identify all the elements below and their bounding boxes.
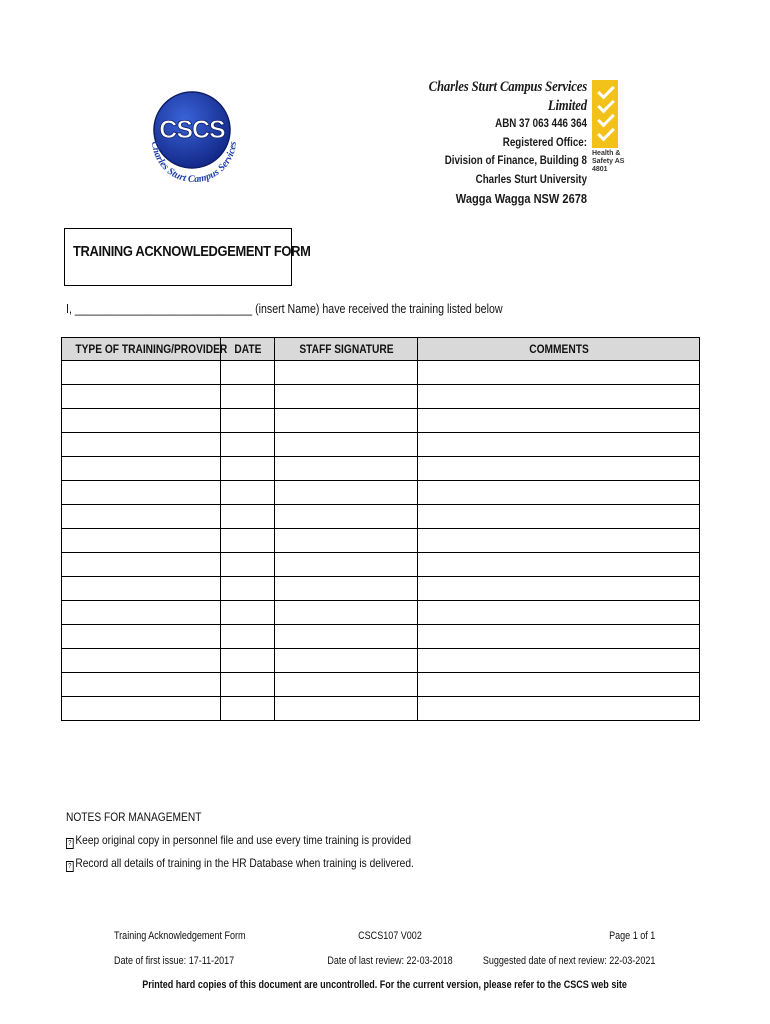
type-cell[interactable] (62, 457, 221, 481)
check-icon (597, 124, 615, 142)
company-abn: ABN 37 063 446 364 (495, 118, 587, 131)
logo-ring-text: Charles Sturt Campus Services (148, 140, 240, 186)
comments-cell[interactable] (418, 505, 700, 529)
notes-item: ? Record all details of training in the HR Database when training is delivered. (66, 852, 414, 875)
type-cell[interactable] (62, 433, 221, 457)
type-cell[interactable] (62, 601, 221, 625)
comments-cell[interactable] (418, 433, 700, 457)
form-title-box (64, 228, 311, 286)
type-cell[interactable] (62, 361, 221, 385)
type-cell[interactable] (62, 385, 221, 409)
comments-cell[interactable] (418, 649, 700, 673)
header-type: TYPE OF TRAINING/PROVIDER (62, 338, 221, 361)
company-name: Charles Sturt Campus Services Limited (428, 79, 587, 114)
signature-cell[interactable] (275, 361, 418, 385)
management-notes (66, 806, 414, 875)
footer-last-review: Date of last review: 22-03-2018 (327, 955, 453, 967)
certification-caption: Health & Safety AS 4801 (592, 150, 625, 173)
comments-cell[interactable] (418, 625, 700, 649)
bullet-box-icon: ? (66, 861, 74, 872)
company-university: Charles Sturt University (475, 173, 587, 186)
date-cell[interactable] (221, 649, 275, 673)
type-cell[interactable] (62, 577, 221, 601)
type-cell[interactable] (62, 553, 221, 577)
table-row (62, 361, 700, 385)
bullet-box-icon: ? (66, 838, 74, 849)
date-cell[interactable] (221, 577, 275, 601)
header-date: DATE (221, 338, 275, 361)
type-cell[interactable] (62, 529, 221, 553)
type-cell[interactable] (62, 649, 221, 673)
table-row (62, 697, 700, 721)
date-cell[interactable] (221, 553, 275, 577)
company-town: Wagga Wagga NSW 2678 (455, 190, 587, 206)
comments-cell[interactable] (418, 553, 700, 577)
signature-cell[interactable] (275, 457, 418, 481)
date-cell[interactable] (221, 433, 275, 457)
footer-next-review: Suggested date of next review: 22-03-2021 (482, 955, 655, 967)
form-title: TRAINING ACKNOWLEDGEMENT FORM (73, 243, 311, 260)
type-cell[interactable] (62, 505, 221, 529)
cscs-logo (140, 82, 245, 187)
signature-cell[interactable] (275, 601, 418, 625)
signature-cell[interactable] (275, 505, 418, 529)
table-row (62, 673, 700, 697)
type-cell[interactable] (62, 625, 221, 649)
comments-cell[interactable] (418, 481, 700, 505)
date-cell[interactable] (221, 409, 275, 433)
office-label: Registered Office: (502, 136, 587, 149)
notes-item: ? Keep original copy in personnel file and use every time training is provided (66, 829, 414, 852)
footer-first-issue: Date of first issue: 17-11-2017 (114, 955, 235, 967)
date-cell[interactable] (221, 505, 275, 529)
table-row (62, 505, 700, 529)
signature-cell[interactable] (275, 409, 418, 433)
table-row (62, 601, 700, 625)
comments-cell[interactable] (418, 409, 700, 433)
type-cell[interactable] (62, 697, 221, 721)
date-cell[interactable] (221, 361, 275, 385)
table-row (62, 481, 700, 505)
signature-cell[interactable] (275, 697, 418, 721)
notes-heading: NOTES FOR MANAGEMENT (66, 810, 202, 824)
date-cell[interactable] (221, 385, 275, 409)
footer-doc-name: Training Acknowledgement Form (114, 930, 246, 942)
table-row (62, 433, 700, 457)
training-table (61, 337, 700, 721)
comments-cell[interactable] (418, 697, 700, 721)
comments-cell[interactable] (418, 457, 700, 481)
signature-cell[interactable] (275, 481, 418, 505)
date-cell[interactable] (221, 697, 275, 721)
signature-cell[interactable] (275, 649, 418, 673)
signature-cell[interactable] (275, 433, 418, 457)
date-cell[interactable] (221, 673, 275, 697)
table-row (62, 553, 700, 577)
logo-initials: CSCS (159, 116, 225, 144)
date-cell[interactable] (221, 601, 275, 625)
date-cell[interactable] (221, 625, 275, 649)
signature-cell[interactable] (275, 385, 418, 409)
header-comments: COMMENTS (418, 338, 700, 361)
intro-line: I, ______________________________ (insert Name) have received the training listed below (66, 302, 503, 316)
company-division: Division of Finance, Building 8 (444, 155, 587, 168)
header-signature: STAFF SIGNATURE (275, 338, 418, 361)
comments-cell[interactable] (418, 361, 700, 385)
comments-cell[interactable] (418, 529, 700, 553)
comments-cell[interactable] (418, 385, 700, 409)
table-row (62, 529, 700, 553)
signature-cell[interactable] (275, 673, 418, 697)
footer-disclaimer: Printed hard copies of this document are uncontrolled. For the current version, please refer to the CSCS web site (142, 979, 628, 991)
table-header-row (62, 338, 700, 361)
signature-cell[interactable] (275, 553, 418, 577)
type-cell[interactable] (62, 673, 221, 697)
date-cell[interactable] (221, 457, 275, 481)
table-row (62, 649, 700, 673)
table-row (62, 625, 700, 649)
table-row (62, 385, 700, 409)
signature-cell[interactable] (275, 529, 418, 553)
company-address (421, 78, 587, 208)
type-cell[interactable] (62, 409, 221, 433)
footer-page: Page 1 of 1 (608, 930, 655, 942)
certification-badge (592, 80, 618, 148)
signature-cell[interactable] (275, 577, 418, 601)
table-row (62, 457, 700, 481)
comments-cell[interactable] (418, 601, 700, 625)
date-cell[interactable] (221, 529, 275, 553)
date-cell[interactable] (221, 481, 275, 505)
table-row (62, 409, 700, 433)
signature-cell[interactable] (275, 625, 418, 649)
type-cell[interactable] (62, 481, 221, 505)
table-row (62, 577, 700, 601)
comments-cell[interactable] (418, 673, 700, 697)
footer-doc-code: CSCS107 V002 (358, 930, 422, 942)
comments-cell[interactable] (418, 577, 700, 601)
